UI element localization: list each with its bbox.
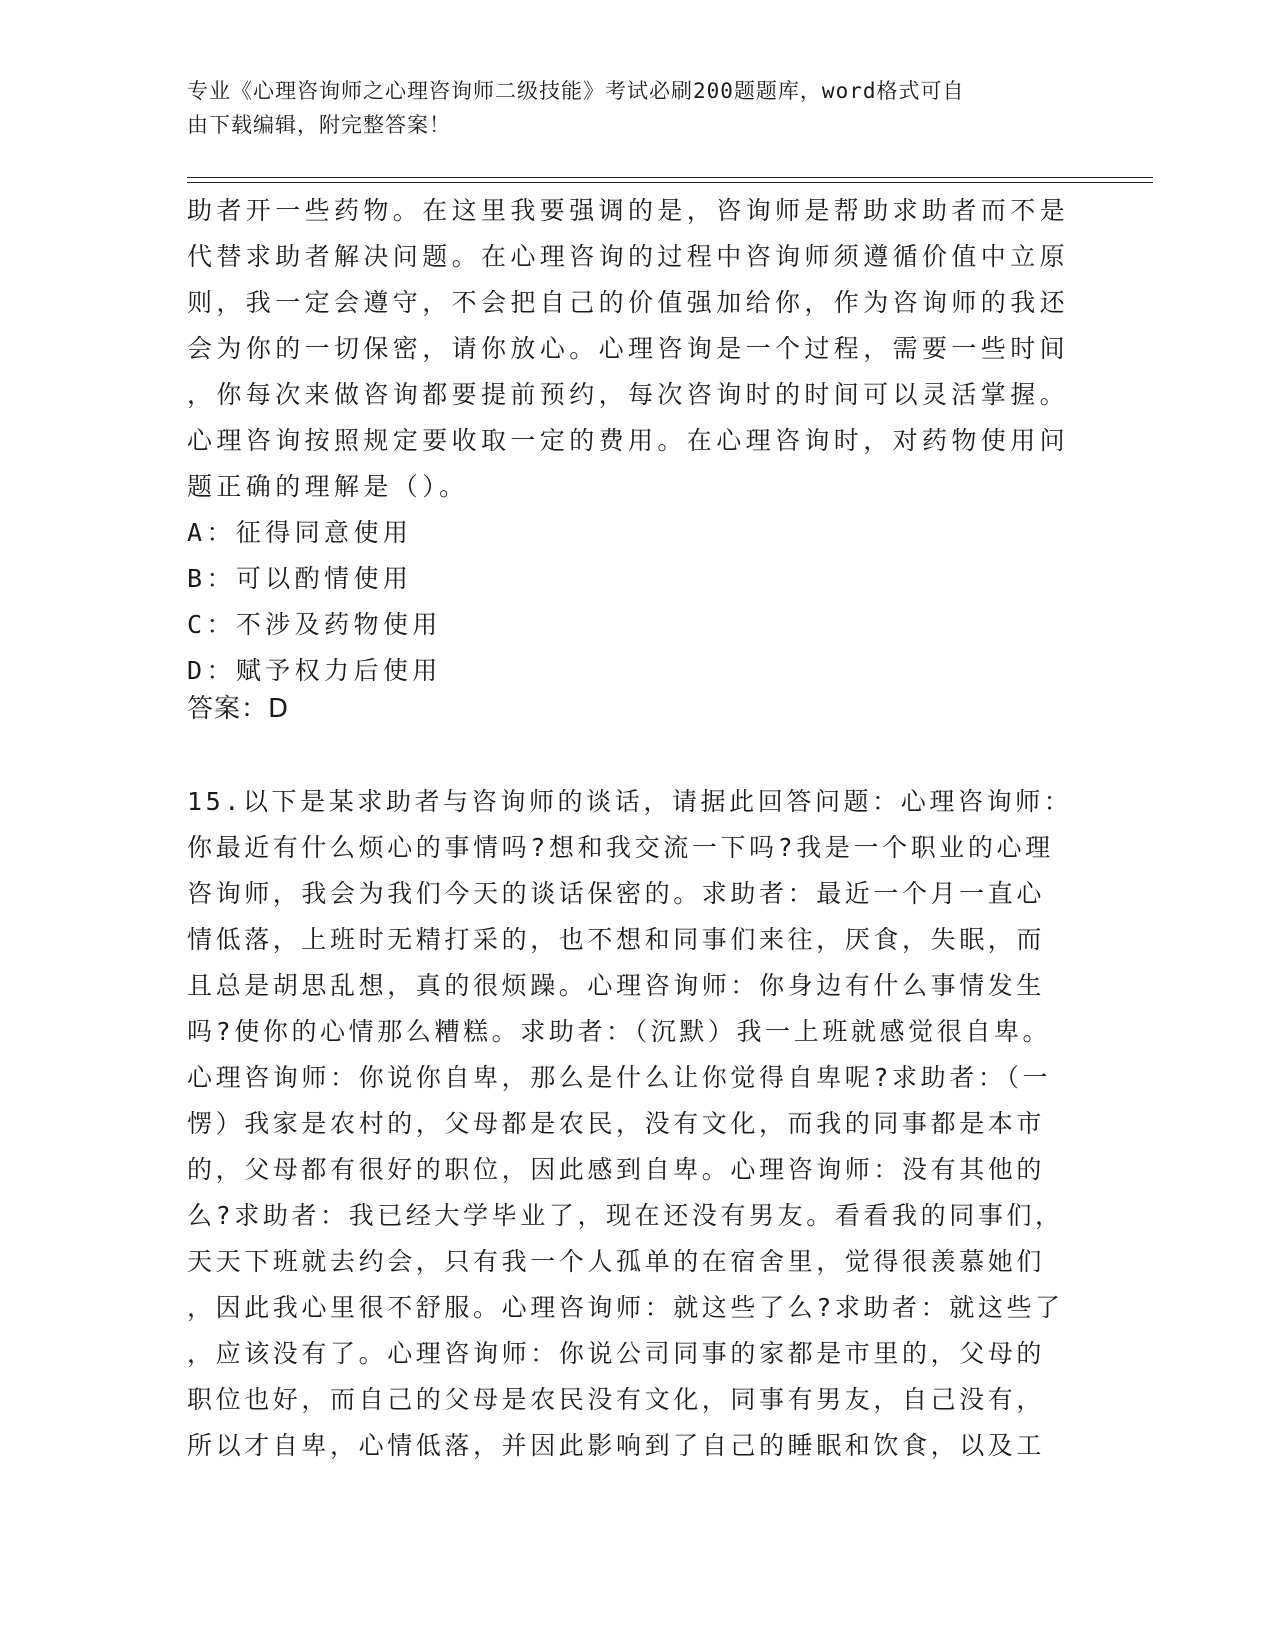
question-14-block	[187, 188, 1087, 694]
question-14-line: 助者开一些药物。在这里我要强调的是，咨询师是帮助求助者而不是	[187, 196, 1070, 225]
question-15-line: 天天下班就去约会，只有我一个人孤单的在宿舍里，觉得很羡慕她们	[187, 1247, 1046, 1276]
question-14-line: 心理咨询按照规定要收取一定的费用。在心理咨询时，对药物使用问	[187, 426, 1070, 455]
question-15-line: 所以才自卑，心情低落，并因此影响到了自己的睡眠和饮食，以及工	[187, 1431, 1046, 1460]
question-15-line: 且总是胡思乱想，真的很烦躁。心理咨询师：你身边有什么事情发生	[187, 971, 1046, 1000]
question-15-line: 么?求助者：我已经大学毕业了，现在还没有男友。看看我的同事们，	[187, 1201, 1064, 1230]
question-15-line: ，因此我心里很不舒服。心理咨询师：就这些了么?求助者：就这些了	[187, 1293, 1064, 1322]
question-14-line: 则，我一定会遵守，不会把自己的价值强加给你，作为咨询师的我还	[187, 288, 1070, 317]
question-15-block	[187, 779, 1087, 1469]
question-15-line: 咨询师，我会为我们今天的谈话保密的。求助者：最近一个月一直心	[187, 879, 1046, 908]
answer-label: 答案：D	[187, 694, 290, 724]
question-15-line: 职位也好，而自己的父母是农民没有文化，同事有男友，自己没有，	[187, 1385, 1046, 1414]
question-15-line: ，应该没有了。心理咨询师：你说公司同事的家都是市里的，父母的	[187, 1339, 1046, 1368]
header-line-1: 专业《心理咨询师之心理咨询师二级技能》考试必刷200题题库，word格式可自	[187, 79, 965, 103]
option-c: C：不涉及药物使用	[187, 610, 442, 639]
question-14-line: ，你每次来做咨询都要提前预约，每次咨询时的时间可以灵活掌握。	[187, 380, 1070, 409]
question-15-line: 吗?使你的心情那么糟糕。求助者：（沉默）我一上班就感觉很自卑。	[187, 1017, 1052, 1046]
option-a: A：征得同意使用	[187, 518, 413, 547]
option-b: B：可以酌情使用	[187, 564, 413, 593]
question-15-line: 心理咨询师：你说你自卑，那么是什么让你觉得自卑呢?求助者：（一	[187, 1063, 1052, 1092]
header-divider-top	[187, 177, 1153, 178]
question-14-line: 代替求助者解决问题。在心理咨询的过程中咨询师须遵循价值中立原	[187, 242, 1070, 271]
question-15-line: 情低落，上班时无精打采的，也不想和同事们来往，厌食，失眠，而	[187, 925, 1046, 954]
header-line-2: 由下载编辑，附完整答案！	[187, 113, 451, 137]
question-15-line: 的，父母都有很好的职位，因此感到自卑。心理咨询师：没有其他的	[187, 1155, 1046, 1184]
question-15-line: 愣）我家是农村的，父母都是农民，没有文化，而我的同事都是本市	[187, 1109, 1046, 1138]
header-divider-bottom	[187, 182, 1153, 183]
option-d: D：赋予权力后使用	[187, 656, 442, 685]
question-15-line: 15.以下是某求助者与咨询师的谈话，请据此回答问题：心理咨询师：	[187, 787, 1073, 816]
page-header	[187, 74, 1067, 142]
question-14-line: 会为你的一切保密，请你放心。心理咨询是一个过程，需要一些时间	[187, 334, 1070, 363]
question-15-line: 你最近有什么烦心的事情吗?想和我交流一下吗?我是一个职业的心理	[187, 833, 1054, 862]
question-14-line: 题正确的理解是（）。	[187, 472, 469, 501]
